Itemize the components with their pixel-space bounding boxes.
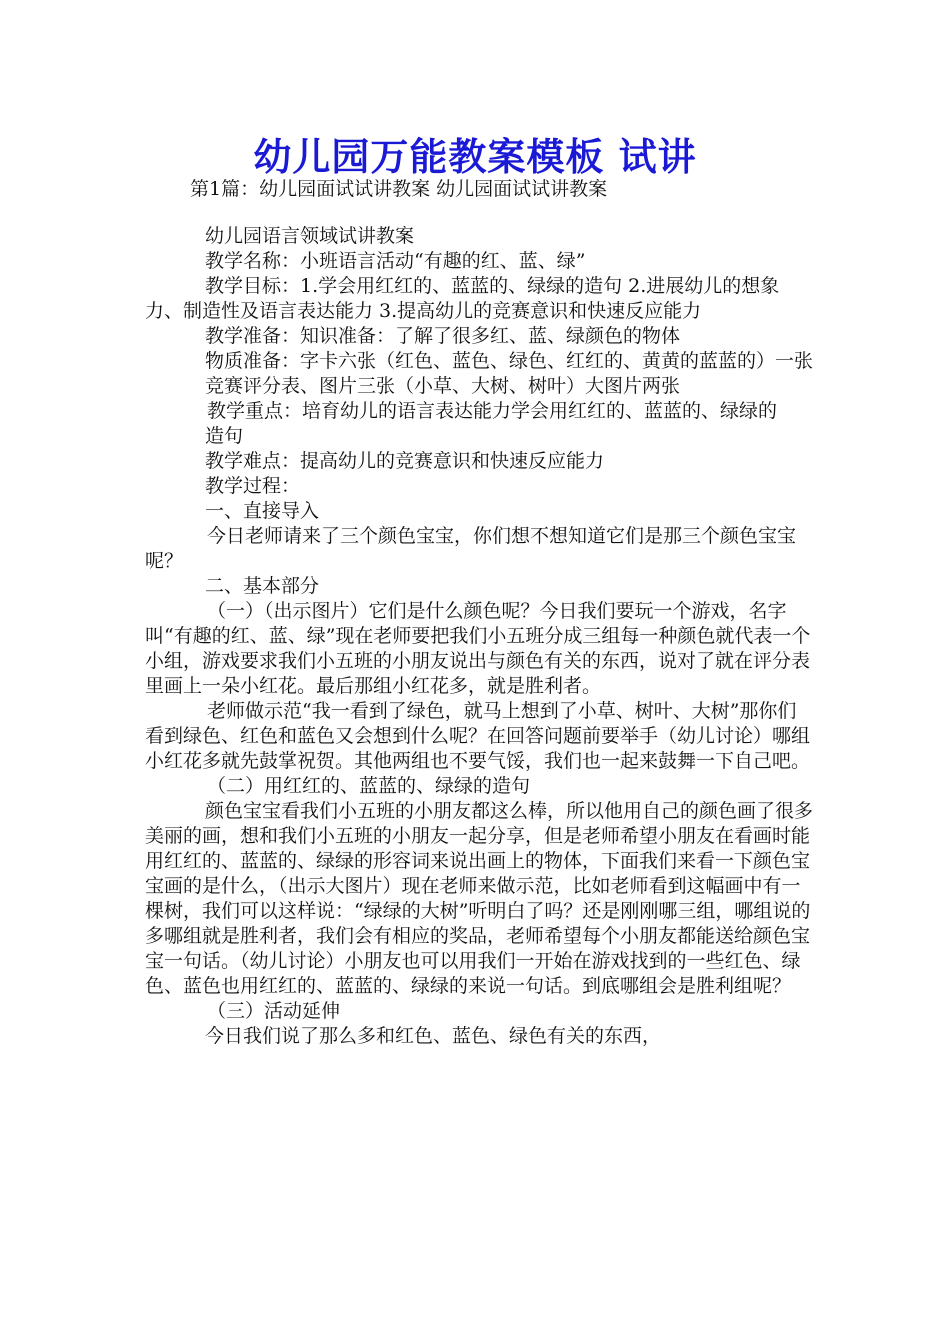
paragraph: 幼儿园语言领域试讲教案 xyxy=(205,225,415,247)
paragraph: 教学目标：1.学会用红红的、蓝蓝的、绿绿的造句 2.进展幼儿的想象力、制造性及语言表达能力 3.提高幼儿的竞赛意识和快速反应能力 xyxy=(145,275,780,322)
paragraph: 今日我们说了那么多和红色、蓝色、绿色有关的东西， xyxy=(205,1025,662,1047)
paragraph: 教学难点：提高幼儿的竞赛意识和快速反应能力 xyxy=(205,450,605,472)
document-subtitle: 第1篇：幼儿园面试试讲教案 幼儿园面试试讲教案 xyxy=(190,178,608,200)
paragraph: 二、基本部分 xyxy=(205,575,320,597)
paragraph: 教学过程： xyxy=(205,475,301,497)
paragraph: 教学名称：小班语言活动“有趣的红、蓝、绿” xyxy=(205,250,586,272)
paragraph: （二）用红红的、蓝蓝的、绿绿的造句 xyxy=(207,775,531,797)
paragraph: 教学重点：培育幼儿的语言表达能力学会用红红的、蓝蓝的、绿绿的 xyxy=(207,400,778,422)
paragraph: 一、直接导入 xyxy=(205,500,320,522)
paragraph: 今日老师请来了三个颜色宝宝，你们想不想知道它们是那三个颜色宝宝呢？ xyxy=(145,525,797,572)
document-body xyxy=(145,224,815,1049)
paragraph: （一）（出示图片）它们是什么颜色呢？今日我们要玩一个游戏，名字叫“有趣的红、蓝、绿”现在老师要把我们小五班分成三组每一种颜色就代表一个小组，游戏要求我们小五班的小朋友说出与颜色有关的东西，说对了就在评分表里画上一朵小红花。最后那组小红花多，就是胜利者。 xyxy=(145,600,811,697)
document-title: 幼儿园万能教案模板 试讲 xyxy=(253,135,697,179)
paragraph: 教学准备：知识准备：了解了很多红、蓝、绿颜色的物体 xyxy=(205,325,681,347)
paragraph: 物质准备：字卡六张（红色、蓝色、绿色、红红的、黄黄的蓝蓝的）一张竞赛评分表、图片三张（小草、大树、树叶）大图片两张 xyxy=(205,350,814,397)
paragraph: （三）活动延伸 xyxy=(207,1000,341,1022)
paragraph: 老师做示范“我一看到了绿色，就马上想到了小草、树叶、大树”那你们看到绿色、红色和蓝色又会想到什么呢？在回答问题前要举手（幼儿讨论）哪组小红花多就先鼓掌祝贺。其他两组也不要气馁，我们也一起来鼓舞一下自己吧。 xyxy=(145,700,811,772)
paragraph: 颜色宝宝看我们小五班的小朋友都这么棒，所以他用自己的颜色画了很多美丽的画，想和我们小五班的小朋友一起分享，但是老师希望小朋友在看画时能用红红的、蓝蓝的、绿绿的形容词来说出画上的物体，下面我们来看一下颜色宝宝画的是什么，（出示大图片）现在老师来做示范，比如老师看到这幅画中有一棵树，我们可以这样说：“绿绿的大树”听明白了吗？还是刚刚哪三组，哪组说的多哪组就是胜利者，我们会有相应的奖品，老师希望每个小朋友都能送给颜色宝宝一句话。（幼儿讨论）小朋友也可以用我们一开始在游戏找到的一些红色、绿色、蓝色也用红红的、蓝蓝的、绿绿的来说一句话。到底哪组会是胜利组呢？ xyxy=(145,800,814,997)
paragraph: 造句 xyxy=(205,425,244,447)
